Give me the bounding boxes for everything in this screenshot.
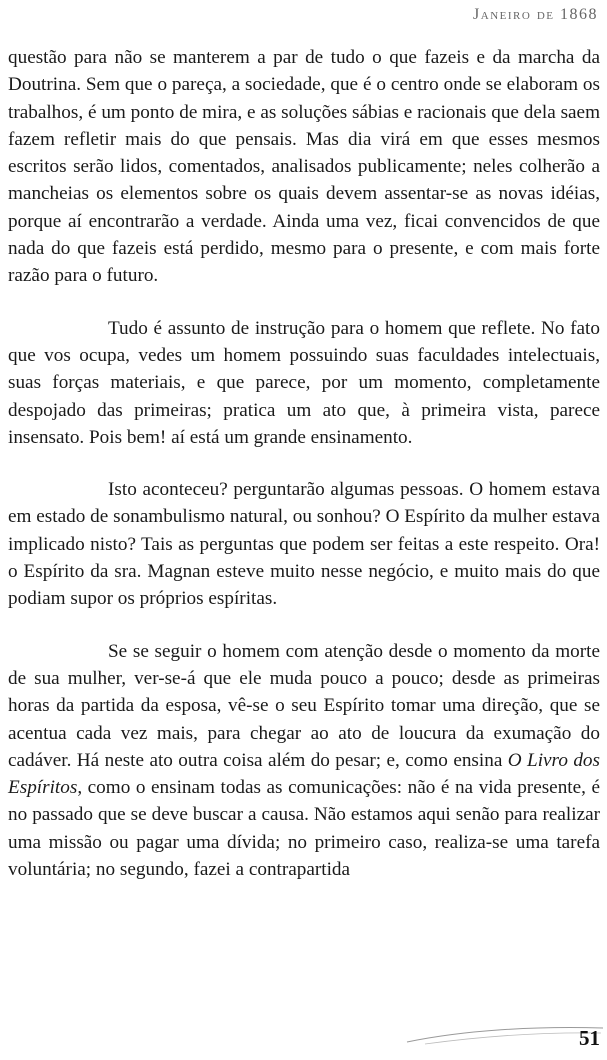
page-number: 51	[579, 1026, 600, 1050]
page-body	[8, 44, 600, 883]
footer-swash-ornament	[405, 1022, 605, 1046]
paragraph-4	[8, 638, 600, 884]
paragraph-4-text-before: Se se seguir o homem com atenção desde o momento da morte de sua mulher, ver-se-á que ele muda pouco a pouco; desde as primeiras horas da partida da esposa, vê-se o seu Espírito tomar uma direção, que se acentua cada vez mais, para chegar ao ato de loucura da exumação do cadáver. Há neste ato outra coisa além do pesar; e, como ensina	[8, 640, 600, 771]
paragraph-2: Tudo é assunto de instrução para o homem que reflete. No fato que vos ocupa, vedes um homem possuindo suas faculdades intelectuais, suas forças materiais, e que parece, por um momento, completamente despojado das primeiras; pratica um ato que, à primeira vista, parece insensato. Pois bem! aí está um grande ensinamento.	[8, 317, 600, 448]
paragraph-3: Isto aconteceu? perguntarão algumas pessoas. O homem estava em estado de sonambulismo natural, ou sonhou? O Espírito da mulher estava implicado nisto? Tais as perguntas que podem ser feitas a este respeito. Ora! o Espírito da sra. Magnan esteve muito nesse negócio, e muito mais do que podiam supor os próprios espíritas.	[8, 479, 600, 610]
running-header: Janeiro de 1868	[473, 6, 598, 23]
paragraph-4-text-after: , como o ensinam todas as comunicações: não é na vida presente, é no passado que se deve buscar a causa. Não estamos aqui senão para realizar uma missão ou pagar uma dívida; no primeiro caso, realiza-se uma tarefa voluntária; no segundo, fazei a contrapartida	[8, 777, 600, 881]
book-title: O Livro dos Espíritos	[8, 749, 600, 799]
paragraph-1: questão para não se manterem a par de tudo o que fazeis e da marcha da Doutrina. Sem que o pareça, a sociedade, que é o centro onde se elaboram os trabalhos, é um ponto de mira, e as soluções sábias e racionais que dela saem fazem refletir mais do que pensais. Mas dia virá em que esses mesmos escritos serão lidos, comentados, analisados publicamente; neles colherão a mancheias os elementos sobre os quais devem assentar-se as novas idéias, porque aí encontrarão a verdade. Ainda uma vez, ficai convencidos de que nada do que fazeis está perdido, mesmo para o presente, e com mais forte razão para o futuro.	[8, 47, 600, 287]
